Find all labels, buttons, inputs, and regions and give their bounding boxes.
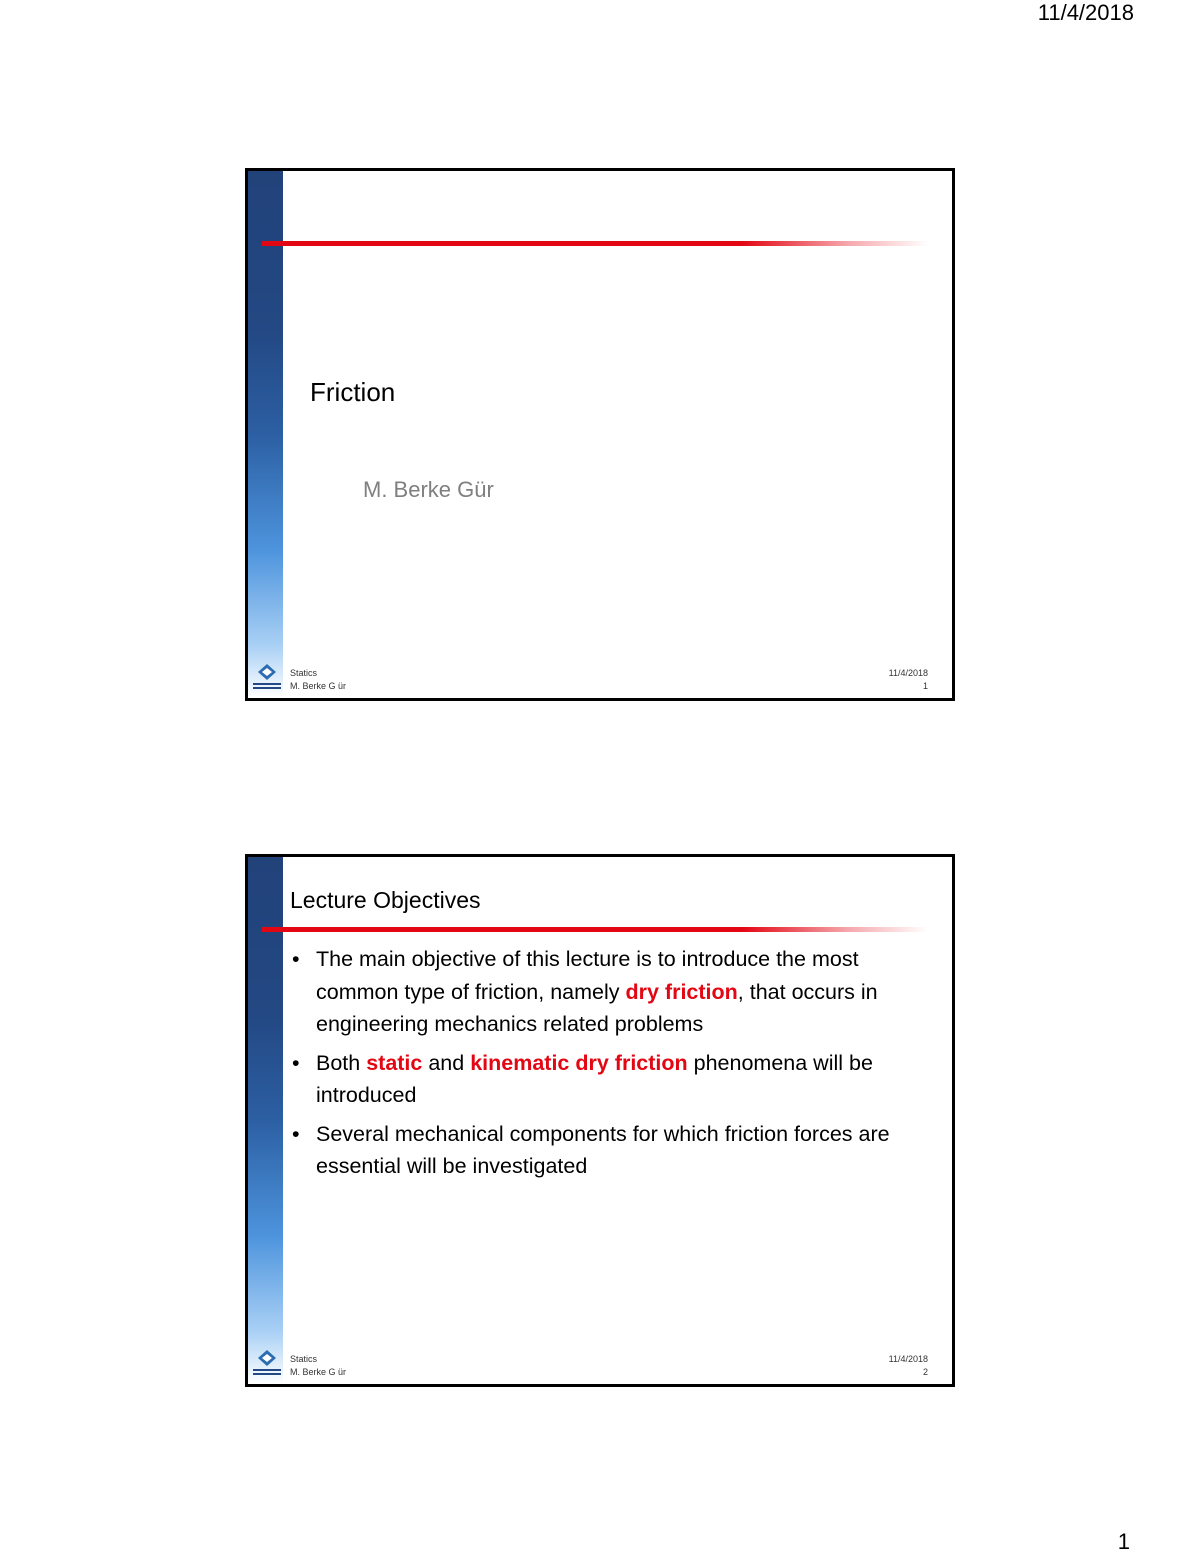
- title-rule: [262, 241, 928, 246]
- university-logo-icon: [252, 662, 282, 692]
- footer-slide-number: 2: [922, 1367, 928, 1377]
- slide-author: M. Berke Gür: [363, 477, 494, 502]
- footer-course: Statics: [290, 1354, 318, 1364]
- page-number: 1: [1117, 1529, 1130, 1554]
- slide-sidebar: [248, 857, 283, 1384]
- bullet-icon: •: [292, 1121, 300, 1146]
- bullet-icon: •: [292, 947, 300, 971]
- university-logo-icon: [252, 1348, 282, 1378]
- slide-footer-right: [889, 1353, 928, 1379]
- slide-2: [245, 854, 955, 1387]
- heading-rule: [262, 927, 928, 932]
- list-item: • Both static and kinematic dry friction phenomena will be introduced: [288, 1047, 918, 1112]
- slide-title: Friction: [310, 377, 396, 407]
- footer-course: Statics: [290, 668, 318, 678]
- list-item: • The main objective of this lecture is to introduce the most common type of friction, namely dry friction, that occurs in engineering mechanics related problems: [288, 943, 918, 1041]
- slide-1: [245, 168, 955, 701]
- slide-footer-left: [290, 667, 346, 693]
- highlight-term: dry friction: [625, 979, 738, 1004]
- page-date: 11/4/2018: [1037, 0, 1134, 25]
- footer-author: M. Berke G ür: [290, 1367, 347, 1377]
- slide-footer-right: [889, 667, 928, 693]
- footer-slide-number: 1: [922, 681, 928, 691]
- slide-sidebar: [248, 171, 283, 698]
- bullet-icon: •: [292, 1050, 300, 1075]
- list-item: • Several mechanical components for which friction forces are essential will be investigated: [288, 1118, 918, 1183]
- highlight-term: kinematic dry friction: [470, 1050, 688, 1075]
- slide-footer-left: [290, 1353, 346, 1379]
- objectives-list: [288, 943, 918, 1189]
- slide-heading: Lecture Objectives: [290, 887, 481, 913]
- footer-author: M. Berke G ür: [290, 681, 347, 691]
- footer-date: 11/4/2018: [888, 1354, 928, 1364]
- highlight-term: static: [366, 1050, 423, 1075]
- footer-date: 11/4/2018: [888, 668, 928, 678]
